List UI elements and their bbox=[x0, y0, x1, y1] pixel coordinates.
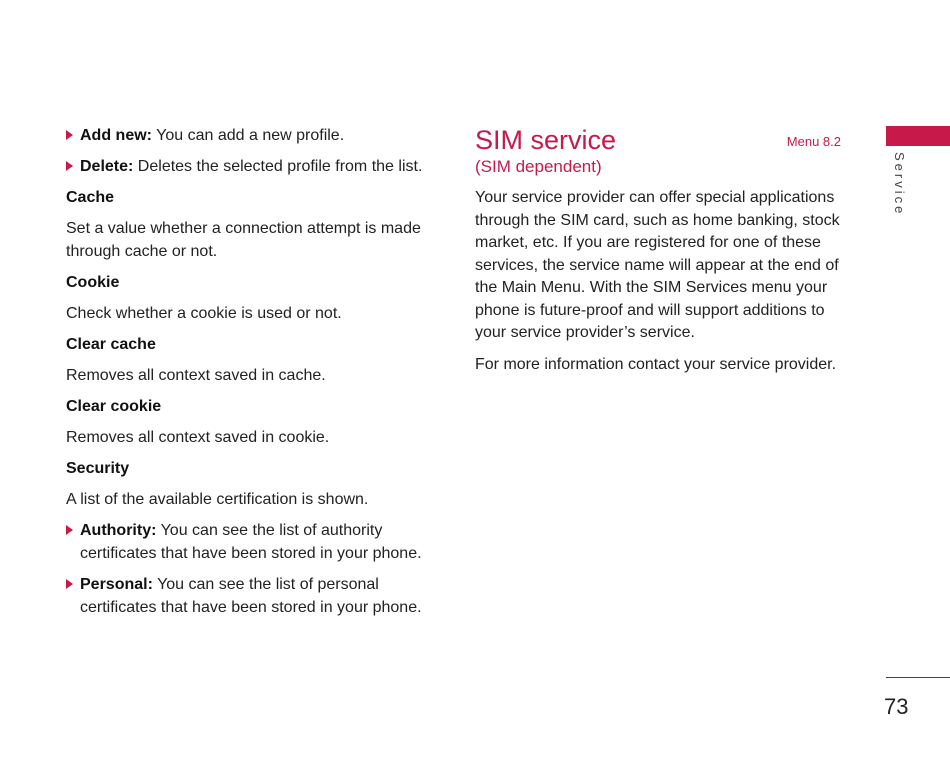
cookie-heading: Cookie bbox=[66, 274, 120, 291]
right-column bbox=[475, 124, 841, 385]
contact-paragraph: For more information contact your service provider. bbox=[475, 355, 837, 373]
list-item-authority bbox=[66, 519, 428, 565]
chapter-side-label: Service bbox=[892, 152, 907, 217]
cache-text: Set a value whether a connection attempt is made through cache or not. bbox=[66, 220, 421, 260]
triangle-bullet-icon bbox=[66, 579, 73, 589]
menu-number: Menu 8.2 bbox=[786, 134, 841, 149]
clear-cache-text: Removes all context saved in cache. bbox=[66, 367, 326, 384]
add-new-text: You can add a new profile. bbox=[152, 127, 345, 144]
triangle-bullet-icon bbox=[66, 161, 73, 171]
section-title: SIM service bbox=[475, 125, 617, 155]
add-new-label: Add new: bbox=[80, 127, 152, 144]
clear-cookie-text: Removes all context saved in cookie. bbox=[66, 429, 330, 446]
section-title-row bbox=[475, 124, 841, 156]
security-heading: Security bbox=[66, 460, 130, 477]
list-item-personal bbox=[66, 573, 428, 619]
page-number-divider bbox=[886, 677, 950, 678]
triangle-bullet-icon bbox=[66, 130, 73, 140]
triangle-bullet-icon bbox=[66, 525, 73, 535]
clear-cache-heading: Clear cache bbox=[66, 336, 156, 353]
page-number: 73 bbox=[884, 694, 909, 719]
description-paragraph: Your service provider can offer special applications through the SIM card, such as home banking, stock market, etc. If you are registered for one of these services, the service name will appear at the end of the Main Menu. With the SIM Services menu your phone is future-proof and will support additions to your service provider’s service. bbox=[475, 189, 840, 341]
section-subtitle: (SIM dependent) bbox=[475, 157, 602, 176]
list-item-add-new bbox=[66, 124, 428, 147]
delete-label: Delete: bbox=[80, 158, 134, 175]
delete-text: Deletes the selected profile from the list. bbox=[133, 158, 423, 175]
list-item-delete bbox=[66, 155, 428, 178]
authority-text: You can see the list of authority certificates that have been stored in your phone. bbox=[80, 522, 422, 562]
personal-text: You can see the list of personal certificates that have been stored in your phone. bbox=[80, 576, 422, 616]
authority-label: Authority: bbox=[80, 522, 157, 539]
chapter-tab-marker bbox=[886, 126, 950, 146]
cookie-text: Check whether a cookie is used or not. bbox=[66, 305, 342, 322]
personal-label: Personal: bbox=[80, 576, 153, 593]
clear-cookie-heading: Clear cookie bbox=[66, 398, 162, 415]
left-column bbox=[66, 124, 428, 627]
security-text: A list of the available certification is shown. bbox=[66, 491, 369, 508]
cache-heading: Cache bbox=[66, 189, 115, 206]
